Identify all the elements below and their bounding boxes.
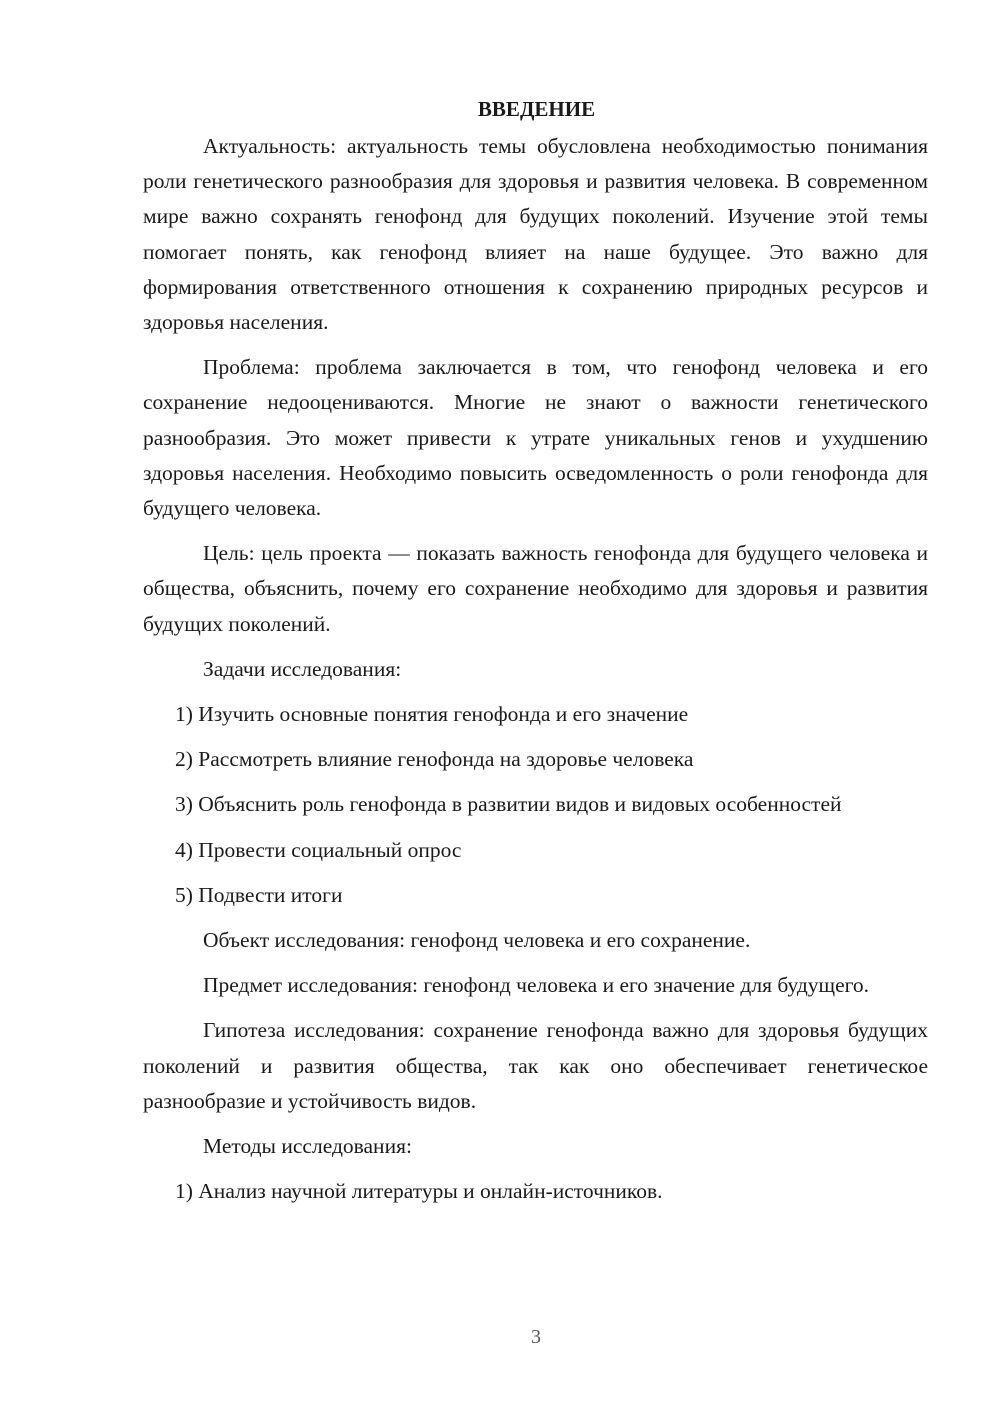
relevance-paragraph: Актуальность: актуальность темы обусловлена необходимостью понимания роли генетического разнообразия для здоровья и развития человека. В современном мире важно сохранять генофонд для будущих поколений. Изучение этой темы помогает понять, как генофонд влияет на наше будущее. Это важно для формирования ответственного отношения к сохранению природных ресурсов и здоровья населения. xyxy=(143,134,928,335)
task-item: 4) Провести социальный опрос xyxy=(175,837,462,862)
object-paragraph: Объект исследования: генофонд человека и его сохранение. xyxy=(203,928,751,953)
tasks-heading: Задачи исследования: xyxy=(203,656,402,681)
task-item: 5) Подвести итоги xyxy=(175,882,343,907)
task-item: 1) Изучить основные понятия генофонда и его значение xyxy=(175,702,689,727)
page-title: ВВЕДЕНИЕ xyxy=(477,97,596,121)
document-page xyxy=(143,92,928,1219)
task-item: 3) Объяснить роль генофонда в развитии видов и видовых особенностей xyxy=(175,792,842,817)
task-item: 2) Рассмотреть влияние генофонда на здоровье человека xyxy=(175,747,694,772)
method-item: 1) Анализ научной литературы и онлайн-источников. xyxy=(175,1179,663,1204)
methods-heading: Методы исследования: xyxy=(203,1134,412,1159)
goal-paragraph: Цель: цель проекта — показать важность генофонда для будущего человека и общества, объяснить, почему его сохранение необходимо для здоровья и развития будущих поколений. xyxy=(143,541,928,636)
hypothesis-paragraph: Гипотеза исследования: сохранение генофонда важно для здоровья будущих поколений и развития общества, так как оно обеспечивает генетическое разнообразие и устойчивость видов. xyxy=(143,1018,928,1113)
page-number: 3 xyxy=(531,1326,541,1348)
problem-paragraph: Проблема: проблема заключается в том, что генофонд человека и его сохранение недооцениваются. Многие не знают о важности генетического разнообразия. Это может привести к утрате уникальных генов и ухудшению здоровья населения. Необходимо повысить осведомленность о роли генофонда для будущего человека. xyxy=(143,355,928,521)
subject-paragraph: Предмет исследования: генофонд человека и его значение для будущего. xyxy=(203,973,870,998)
